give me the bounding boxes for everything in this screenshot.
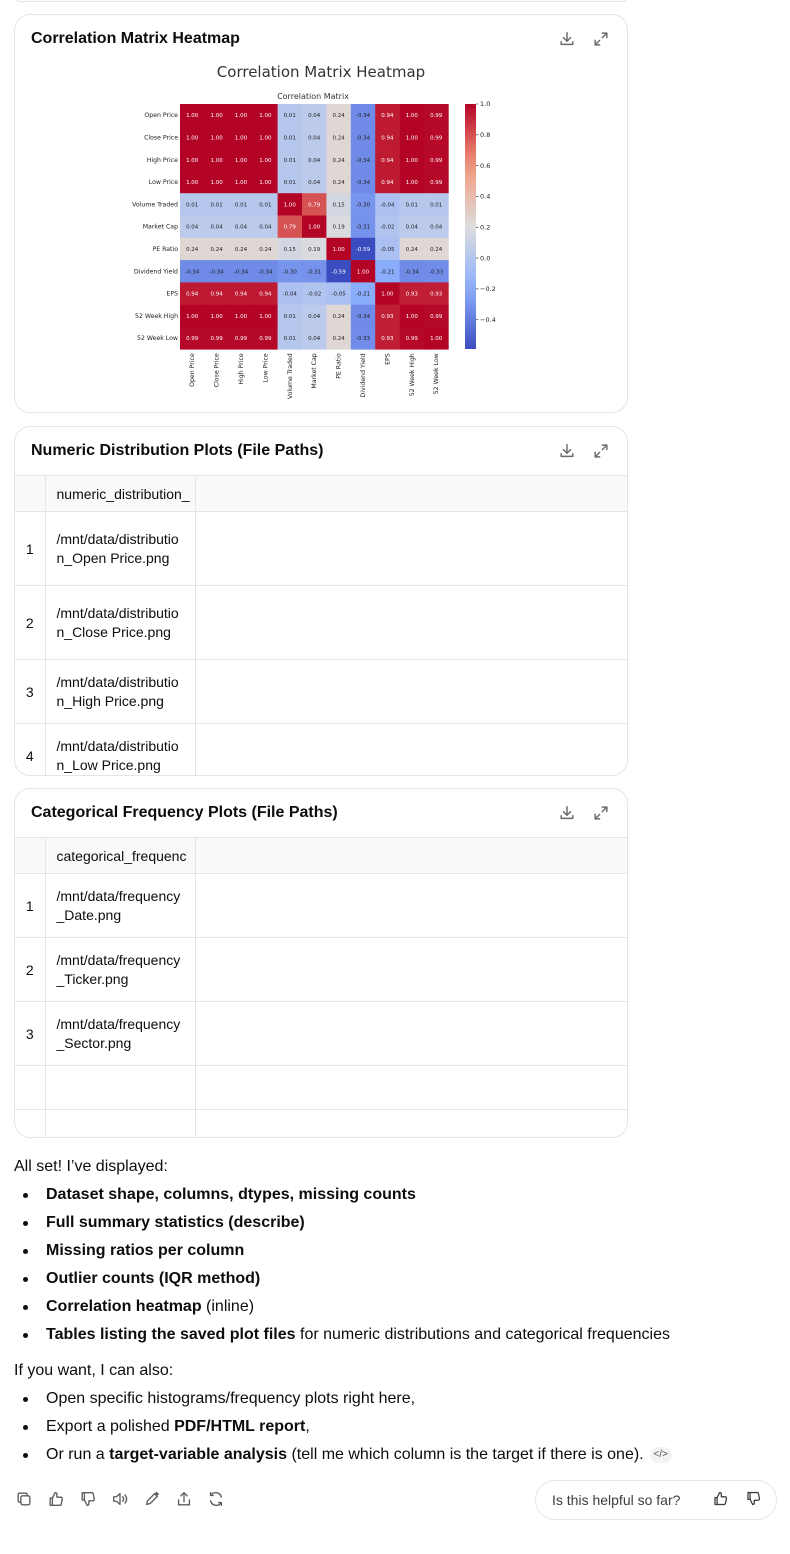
cell-value-label: 0.15 <box>332 202 345 209</box>
row-index: 1 <box>15 512 45 586</box>
x-tick-label: Market Cap <box>311 353 319 389</box>
table-cell[interactable]: /mnt/data/frequency_Ticker.png <box>45 938 195 1002</box>
cell-value-label: -0.59 <box>331 269 346 276</box>
table-row <box>15 660 627 724</box>
cell-value-label: 0.01 <box>186 202 199 209</box>
cell-value-label: -0.34 <box>355 157 371 164</box>
table-cell[interactable]: /mnt/data/distribution_High Price.png <box>45 660 195 724</box>
cell-value-label: 0.94 <box>259 291 272 298</box>
x-tick-label: Close Price <box>213 353 221 388</box>
cell-value-label: 1.00 <box>210 313 223 320</box>
table-cell[interactable] <box>45 1110 195 1139</box>
cell-value-label: 1.00 <box>381 291 394 298</box>
chart-subtitle: Correlation Matrix <box>277 92 349 101</box>
cell-value-label: 1.00 <box>186 313 199 320</box>
cell-value-label: 0.01 <box>234 202 248 209</box>
cell-value-label: -0.02 <box>307 291 322 298</box>
cell-value-label: 1.00 <box>405 135 418 142</box>
cell-value-label: 0.24 <box>234 246 248 253</box>
x-tick-label: EPS <box>384 353 392 365</box>
thumbs-down-icon[interactable] <box>78 1488 98 1510</box>
table-cell[interactable]: /mnt/data/distribution_Open Price.png <box>45 512 195 586</box>
cell-value-label: 0.94 <box>381 113 394 120</box>
copy-icon[interactable] <box>14 1488 34 1510</box>
heatmap-svg <box>15 63 627 413</box>
cell-value-label: 0.99 <box>430 113 443 120</box>
list-item-text: for numeric distributions and categorical frequencies <box>295 1326 670 1343</box>
y-tick-label: High Price <box>146 156 178 164</box>
y-tick-label: Close Price <box>144 134 178 142</box>
cell-value-label: 0.99 <box>430 157 443 164</box>
empty-cell <box>195 512 627 586</box>
x-tick-label: High Price <box>238 353 245 385</box>
cell-value-label: -0.34 <box>404 269 419 276</box>
cell-value-label: 0.01 <box>283 180 296 187</box>
cell-value-label: 0.04 <box>234 224 248 231</box>
cell-value-label: 0.94 <box>186 291 199 298</box>
message-toolbar <box>14 1488 226 1510</box>
expand-icon[interactable] <box>591 441 611 461</box>
cell-value-label: 0.04 <box>308 336 321 343</box>
message-intro: All set! I’ve displayed: <box>14 1158 168 1175</box>
heatmap-card <box>14 14 628 413</box>
column-header[interactable]: categorical_frequenc <box>45 838 195 874</box>
index-header <box>15 838 45 874</box>
table-cell[interactable]: /mnt/data/frequency_Sector.png <box>45 1002 195 1066</box>
cell-value-label: -0.30 <box>355 202 371 209</box>
colorbar-tick-label: 1.0 <box>480 100 491 109</box>
categorical-card-title: Categorical Frequency Plots (File Paths) <box>31 804 338 821</box>
cell-value-label: 1.00 <box>234 157 248 164</box>
cell-value-label: -0.33 <box>355 336 371 343</box>
cell-value-label: 0.24 <box>186 246 199 253</box>
list-item-bold: PDF/HTML report <box>174 1418 306 1435</box>
x-tick-label: PE Ratio <box>335 353 343 379</box>
cell-value-label: 0.01 <box>259 202 272 209</box>
list-item-bold: Missing ratios per column <box>46 1242 245 1259</box>
list-item <box>14 1265 774 1293</box>
cell-value-label: 0.99 <box>430 313 443 320</box>
row-index: 3 <box>15 660 45 724</box>
cell-value-label: 0.19 <box>332 224 345 231</box>
cell-value-label: -0.59 <box>355 246 371 253</box>
cell-value-label: 1.00 <box>259 313 272 320</box>
x-tick-label: 52 Week High <box>408 353 416 397</box>
cell-value-label: 0.99 <box>405 336 418 343</box>
x-tick-label: 52 Week Low <box>433 353 441 395</box>
cell-value-label: 0.94 <box>234 291 248 298</box>
cell-value-label: 1.00 <box>259 135 272 142</box>
x-tick-label: Low Price <box>262 353 270 383</box>
y-tick-label: Volume Traded <box>132 201 178 209</box>
summary-list <box>14 1181 774 1349</box>
list-item-bold: Full summary statistics (describe) <box>46 1214 305 1231</box>
cell-value-label: -0.34 <box>355 113 371 120</box>
cell-value-label: 0.01 <box>283 135 296 142</box>
cell-value-label: -0.30 <box>282 269 297 276</box>
list-item <box>14 1237 774 1265</box>
list-item-text: Open specific histograms/frequency plots right here, <box>46 1390 416 1407</box>
cell-value-label: -0.34 <box>355 313 371 320</box>
followup-intro: If you want, I can also: <box>14 1362 174 1379</box>
y-tick-label: Dividend Yield <box>133 268 178 276</box>
x-tick-label: Volume Traded <box>286 353 294 400</box>
list-item <box>14 1321 774 1349</box>
list-item <box>14 1209 774 1237</box>
cell-value-label: 0.24 <box>332 113 345 120</box>
feedback-prompt <box>535 1480 777 1520</box>
numeric-table <box>15 475 627 776</box>
cell-value-label: -0.34 <box>258 269 273 276</box>
cell-value-label: 1.00 <box>430 336 443 343</box>
list-item-text: , <box>305 1418 310 1435</box>
cell-value-label: 0.04 <box>430 224 443 231</box>
edit-icon[interactable] <box>142 1488 162 1510</box>
download-icon[interactable] <box>557 803 577 823</box>
heatmap-chart <box>15 63 627 413</box>
cell-value-label: 1.00 <box>405 180 418 187</box>
list-item-bold: Correlation heatmap <box>46 1298 202 1315</box>
cell-value-label: 0.19 <box>308 246 321 253</box>
cell-value-label: -0.05 <box>331 291 346 298</box>
previous-card-edge <box>14 0 628 2</box>
empty-cell <box>195 1110 627 1139</box>
numeric-distribution-card <box>14 426 628 776</box>
cell-value-label: 1.00 <box>186 180 199 187</box>
y-tick-label: Open Price <box>144 112 178 120</box>
cell-value-label: 0.93 <box>381 313 394 320</box>
cell-value-label: 0.01 <box>283 313 296 320</box>
cell-value-label: -0.34 <box>355 180 371 187</box>
list-item-text: (inline) <box>201 1298 255 1315</box>
cell-value-label: 0.94 <box>381 135 394 142</box>
cell-value-label: -0.31 <box>355 224 371 231</box>
table-row <box>15 1002 627 1066</box>
table-cell[interactable]: /mnt/data/frequency_Date.png <box>45 874 195 938</box>
colorbar-tick-label: 0.0 <box>480 254 491 263</box>
cell-value-label: 1.00 <box>186 113 199 120</box>
thumbs-down-icon[interactable] <box>745 1490 762 1510</box>
expand-icon[interactable] <box>591 803 611 823</box>
read-aloud-icon[interactable] <box>110 1488 130 1510</box>
colorbar-tick-label: −0.4 <box>480 315 496 324</box>
list-item <box>14 1293 774 1321</box>
row-index: 4 <box>15 724 45 777</box>
colorbar-tick-label: 0.6 <box>480 161 491 170</box>
colorbar <box>465 104 476 349</box>
heatmap-card-title: Correlation Matrix Heatmap <box>31 30 240 47</box>
cell-value-label: -0.21 <box>355 291 371 298</box>
cell-value-label: 0.01 <box>283 113 296 120</box>
empty-cell <box>195 1066 627 1110</box>
cell-value-label: 0.99 <box>234 336 248 343</box>
y-tick-label: 52 Week High <box>135 312 178 320</box>
cell-value-label: 0.01 <box>283 336 296 343</box>
cell-value-label: 1.00 <box>405 313 418 320</box>
cell-value-label: 0.04 <box>308 157 321 164</box>
cell-value-label: 0.24 <box>332 180 345 187</box>
cell-value-label: 1.00 <box>210 135 223 142</box>
row-index: 2 <box>15 938 45 1002</box>
chart-title: Correlation Matrix Heatmap <box>216 63 426 81</box>
cell-value-label: 0.94 <box>381 157 394 164</box>
code-icon[interactable]: </> <box>650 1447 672 1463</box>
cell-value-label: 1.00 <box>332 246 345 253</box>
cell-value-label: 0.04 <box>308 135 321 142</box>
list-item <box>14 1441 774 1469</box>
cell-value-label: 0.99 <box>210 336 223 343</box>
table-row <box>15 1110 627 1139</box>
cell-value-label: 0.99 <box>430 180 443 187</box>
cell-value-label: 1.00 <box>283 202 296 209</box>
cell-value-label: 0.93 <box>405 291 418 298</box>
cell-value-label: 0.04 <box>308 113 321 120</box>
empty-header <box>195 476 627 512</box>
empty-cell <box>195 874 627 938</box>
table-row <box>15 938 627 1002</box>
cell-value-label: 0.24 <box>332 157 345 164</box>
table-row <box>15 724 627 777</box>
y-tick-label: EPS <box>166 290 178 298</box>
row-index: 1 <box>15 874 45 938</box>
row-index: 3 <box>15 1002 45 1066</box>
list-item-bold: target-variable analysis <box>109 1446 288 1463</box>
cell-value-label: 0.24 <box>430 246 443 253</box>
heatmap-card-header <box>15 15 627 63</box>
table-row <box>15 586 627 660</box>
empty-cell <box>195 660 627 724</box>
expand-icon[interactable] <box>591 29 611 49</box>
empty-cell <box>195 1002 627 1066</box>
cell-value-label: 0.04 <box>259 224 272 231</box>
list-item <box>14 1413 774 1441</box>
cell-value-label: 0.01 <box>210 202 223 209</box>
feedback-question: Is this helpful so far? <box>552 1492 681 1508</box>
colorbar-tick-label: −0.2 <box>480 285 496 294</box>
cell-value-label: 0.24 <box>332 313 345 320</box>
cell-value-label: -0.34 <box>209 269 224 276</box>
table-cell[interactable]: /mnt/data/distribution_Low Price.png <box>45 724 195 777</box>
cell-value-label: -0.34 <box>355 135 371 142</box>
cell-value-label: 1.00 <box>210 113 223 120</box>
list-item-bold: Outlier counts (IQR method) <box>46 1270 261 1287</box>
cell-value-label: 0.01 <box>283 157 296 164</box>
row-index <box>15 1110 45 1139</box>
cell-value-label: 0.01 <box>405 202 418 209</box>
index-header <box>15 476 45 512</box>
cell-value-label: -0.34 <box>233 269 249 276</box>
cell-value-label: -0.31 <box>307 269 322 276</box>
cell-value-label: -0.02 <box>380 224 395 231</box>
cell-value-label: 1.00 <box>308 224 321 231</box>
empty-cell <box>195 586 627 660</box>
cell-value-label: 0.79 <box>308 202 321 209</box>
list-item-bold: Tables listing the saved plot files <box>46 1326 296 1343</box>
cell-value-label: 0.93 <box>381 336 394 343</box>
list-item <box>14 1181 774 1209</box>
cell-value-label: 1.00 <box>259 157 272 164</box>
cell-value-label: 1.00 <box>356 269 370 276</box>
list-item-text: Export a polished <box>46 1418 175 1435</box>
empty-cell <box>195 724 627 777</box>
categorical-table <box>15 837 627 1138</box>
table-cell[interactable] <box>45 1066 195 1110</box>
numeric-card-header <box>15 427 627 475</box>
cell-value-label: -0.04 <box>282 291 297 298</box>
regenerate-icon[interactable] <box>206 1488 226 1510</box>
followup-list <box>14 1385 774 1469</box>
x-tick-label: Open Price <box>189 353 197 387</box>
y-tick-label: Market Cap <box>142 223 178 231</box>
list-item-text: Or run a <box>46 1446 110 1463</box>
cell-value-label: 0.99 <box>430 135 443 142</box>
empty-cell <box>195 938 627 1002</box>
list-item-bold: Dataset shape, columns, dtypes, missing counts <box>46 1186 416 1203</box>
cell-value-label: -0.04 <box>380 202 395 209</box>
colorbar-tick-label: 0.2 <box>480 223 491 232</box>
cell-value-label: 1.00 <box>405 157 418 164</box>
row-index <box>15 1066 45 1110</box>
table-row <box>15 512 627 586</box>
categorical-card-header <box>15 789 627 837</box>
y-tick-label: PE Ratio <box>152 245 178 253</box>
download-icon[interactable] <box>557 29 577 49</box>
assistant-message <box>14 1153 774 1469</box>
cell-value-label: 0.24 <box>259 246 272 253</box>
thumbs-up-icon[interactable] <box>712 1490 729 1510</box>
cell-value-label: 0.94 <box>381 180 394 187</box>
download-icon[interactable] <box>557 441 577 461</box>
x-tick-label: Dividend Yield <box>360 353 367 398</box>
cell-value-label: -0.34 <box>185 269 200 276</box>
cell-value-label: 1.00 <box>234 313 248 320</box>
cell-value-label: 0.01 <box>430 202 443 209</box>
list-item <box>14 1385 774 1413</box>
cell-value-label: 0.04 <box>186 224 199 231</box>
y-tick-label: Low Price <box>148 179 178 187</box>
thumbs-up-icon[interactable] <box>46 1488 66 1510</box>
cell-value-label: 0.15 <box>283 246 296 253</box>
cell-value-label: 0.94 <box>210 291 223 298</box>
cell-value-label: 1.00 <box>234 135 248 142</box>
cell-value-label: 1.00 <box>186 135 199 142</box>
y-tick-label: 52 Week Low <box>137 335 178 343</box>
cell-value-label: 1.00 <box>405 113 418 120</box>
cell-value-label: 1.00 <box>259 180 272 187</box>
cell-value-label: 1.00 <box>210 157 223 164</box>
cell-value-label: 0.24 <box>405 246 418 253</box>
cell-value-label: 1.00 <box>234 180 248 187</box>
cell-value-label: 1.00 <box>234 113 248 120</box>
cell-value-label: 0.04 <box>308 313 321 320</box>
numeric-card-title: Numeric Distribution Plots (File Paths) <box>31 442 324 459</box>
cell-value-label: -0.21 <box>380 269 395 276</box>
cell-value-label: 0.24 <box>332 135 345 142</box>
table-cell[interactable]: /mnt/data/distribution_Close Price.png <box>45 586 195 660</box>
cell-value-label: 0.24 <box>210 246 223 253</box>
cell-value-label: 0.04 <box>405 224 418 231</box>
cell-value-label: 1.00 <box>259 113 272 120</box>
cell-value-label: 1.00 <box>210 180 223 187</box>
empty-header <box>195 838 627 874</box>
row-index: 2 <box>15 586 45 660</box>
cell-value-label: 0.93 <box>430 291 443 298</box>
cell-value-label: 1.00 <box>186 157 199 164</box>
table-row <box>15 1066 627 1110</box>
cell-value-label: 0.04 <box>210 224 223 231</box>
cell-value-label: -0.05 <box>380 246 395 253</box>
cell-value-label: -0.33 <box>429 269 444 276</box>
colorbar-tick-label: 0.4 <box>480 192 491 201</box>
cell-value-label: 0.24 <box>332 336 345 343</box>
share-icon[interactable] <box>174 1488 194 1510</box>
list-item-text: (tell me which column is the target if there is one). <box>287 1446 644 1463</box>
categorical-frequency-card <box>14 788 628 1138</box>
colorbar-tick-label: 0.8 <box>480 131 491 140</box>
cell-value-label: 0.79 <box>283 224 296 231</box>
cell-value-label: 0.99 <box>186 336 199 343</box>
table-row <box>15 874 627 938</box>
cell-value-label: 0.99 <box>259 336 272 343</box>
column-header[interactable]: numeric_distribution_ <box>45 476 195 512</box>
cell-value-label: 0.04 <box>308 180 321 187</box>
